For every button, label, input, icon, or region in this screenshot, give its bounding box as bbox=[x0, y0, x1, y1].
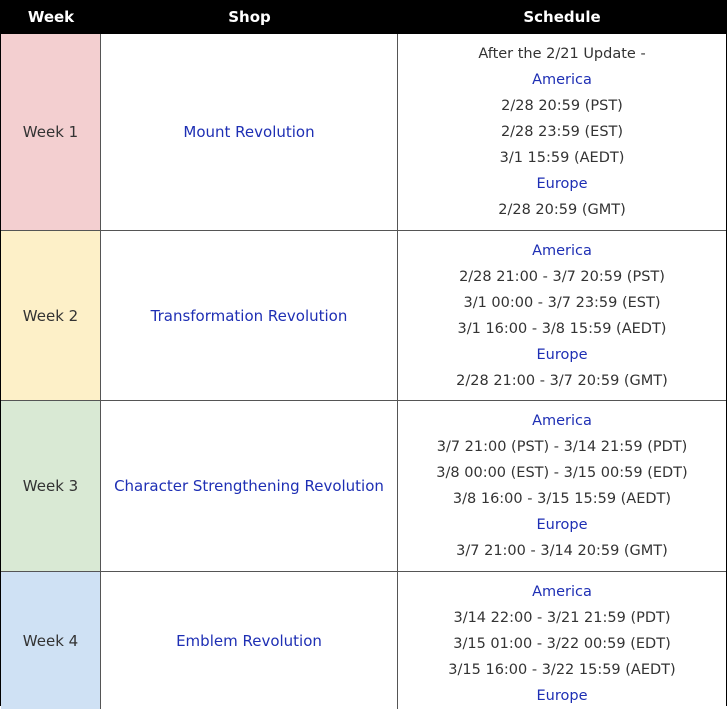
schedule-line: 3/8 16:00 - 3/15 15:59 (AEDT) bbox=[452, 491, 672, 507]
region-link[interactable]: America bbox=[532, 243, 592, 259]
table-row bbox=[1, 34, 726, 231]
region-link[interactable]: Europe bbox=[536, 517, 588, 533]
schedule-line: 2/28 21:00 - 3/7 20:59 (PST) bbox=[459, 269, 665, 285]
region-link[interactable]: Europe bbox=[536, 347, 588, 363]
schedule-line: 2/28 21:00 - 3/7 20:59 (GMT) bbox=[456, 373, 668, 389]
schedule-line: 3/8 00:00 (EST) - 3/15 00:59 (EDT) bbox=[436, 465, 688, 481]
schedule-line: 3/7 21:00 (PST) - 3/14 21:59 (PDT) bbox=[436, 439, 688, 455]
table-header bbox=[1, 0, 726, 34]
table-row bbox=[1, 572, 726, 706]
schedule-line: 3/1 15:59 (AEDT) bbox=[499, 150, 625, 166]
region-link[interactable]: Europe bbox=[536, 688, 588, 704]
shop-link[interactable]: Emblem Revolution bbox=[101, 572, 398, 709]
schedule-line: After the 2/21 Update - bbox=[478, 46, 646, 62]
schedule-line: 2/28 23:59 (EST) bbox=[500, 124, 624, 140]
table-row bbox=[1, 231, 726, 401]
shop-link[interactable]: Transformation Revolution bbox=[101, 231, 398, 400]
week-cell: Week 1 bbox=[1, 34, 101, 230]
region-link[interactable]: America bbox=[532, 584, 592, 600]
week-cell: Week 4 bbox=[1, 572, 101, 709]
schedule-cell bbox=[398, 34, 726, 230]
schedule-line: 3/15 01:00 - 3/22 00:59 (EDT) bbox=[453, 636, 671, 652]
table-row bbox=[1, 401, 726, 572]
shop-link[interactable]: Character Strengthening Revolution bbox=[101, 401, 398, 571]
schedule-line: 2/28 20:59 (GMT) bbox=[498, 202, 626, 218]
schedule-line: 2/28 20:59 (PST) bbox=[501, 98, 623, 114]
region-link[interactable]: America bbox=[532, 413, 592, 429]
week-cell: Week 3 bbox=[1, 401, 101, 571]
schedule-cell bbox=[398, 572, 726, 709]
header-schedule: Schedule bbox=[523, 8, 601, 26]
region-link[interactable]: America bbox=[532, 72, 592, 88]
schedule-line: 3/14 22:00 - 3/21 21:59 (PDT) bbox=[453, 610, 671, 626]
schedule-line: 3/7 21:00 - 3/14 20:59 (GMT) bbox=[456, 543, 668, 559]
schedule-line: 3/1 00:00 - 3/7 23:59 (EST) bbox=[463, 295, 661, 311]
header-week: Week bbox=[27, 8, 75, 26]
region-link[interactable]: Europe bbox=[536, 176, 588, 192]
schedule-cell bbox=[398, 231, 726, 400]
schedule-line: 3/15 16:00 - 3/22 15:59 (AEDT) bbox=[448, 662, 676, 678]
shop-link[interactable]: Mount Revolution bbox=[101, 34, 398, 230]
schedule-cell bbox=[398, 401, 726, 571]
header-shop: Shop bbox=[228, 8, 271, 26]
week-cell: Week 2 bbox=[1, 231, 101, 400]
schedule-line: 3/1 16:00 - 3/8 15:59 (AEDT) bbox=[457, 321, 667, 337]
